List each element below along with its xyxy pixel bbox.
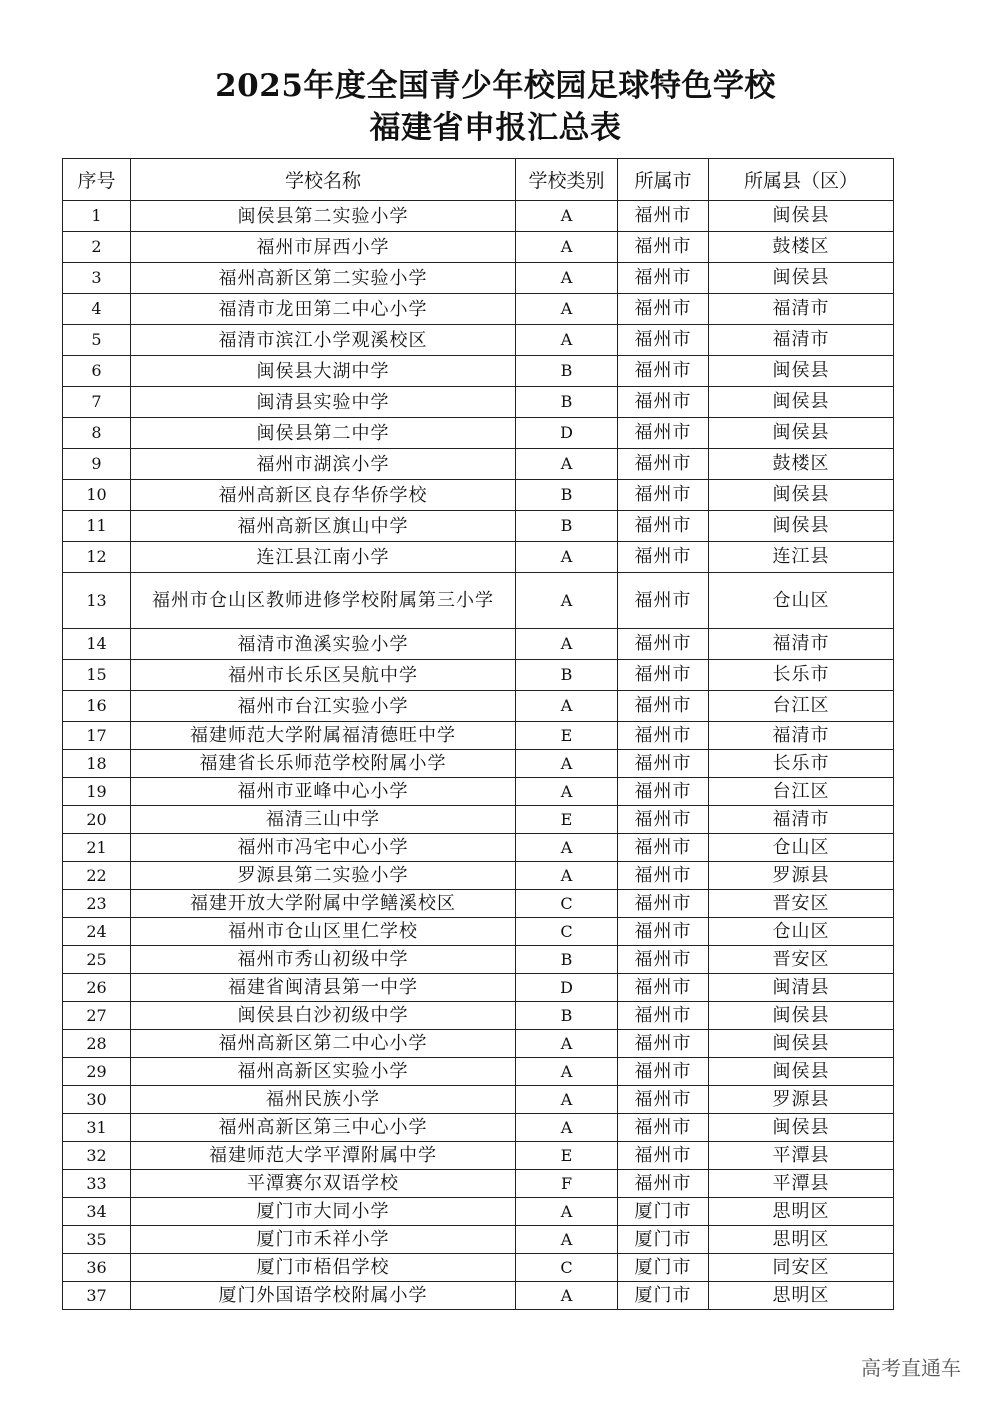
table-row [63, 480, 894, 511]
school-summary-table [62, 158, 894, 1310]
table-row [63, 1226, 894, 1254]
table-row [63, 1282, 894, 1310]
row-index: 16 [63, 691, 131, 722]
row-index: 29 [63, 1058, 131, 1086]
row-county: 闽侯县 [709, 1002, 894, 1030]
document-title-line2: 福建省申报汇总表 [369, 110, 622, 146]
row-school-name: 罗源县第二实验小学 [131, 862, 516, 890]
row-city: 福州市 [618, 1086, 709, 1114]
row-index: 33 [63, 1170, 131, 1198]
row-county: 福清市 [709, 629, 894, 660]
row-school-category: A [516, 1086, 618, 1114]
row-county: 福清市 [709, 806, 894, 834]
table-row [63, 862, 894, 890]
row-city: 福州市 [618, 1002, 709, 1030]
row-school-category: A [516, 542, 618, 573]
row-city: 厦门市 [618, 1226, 709, 1254]
row-school-category: F [516, 1170, 618, 1198]
row-index: 15 [63, 660, 131, 691]
header-school-name: 学校名称 [131, 159, 516, 201]
row-county: 思明区 [709, 1198, 894, 1226]
row-city: 福州市 [618, 806, 709, 834]
table-row [63, 660, 894, 691]
row-school-name: 福清三山中学 [131, 806, 516, 834]
row-school-name: 福州高新区旗山中学 [131, 511, 516, 542]
row-school-name: 福州市长乐区吴航中学 [131, 660, 516, 691]
row-school-name: 福建师范大学附属福清德旺中学 [131, 722, 516, 750]
row-index: 27 [63, 1002, 131, 1030]
row-school-name: 厦门市大同小学 [131, 1198, 516, 1226]
row-city: 福州市 [618, 722, 709, 750]
row-county: 闽清县 [709, 974, 894, 1002]
table-row [63, 834, 894, 862]
row-school-name: 福州高新区实验小学 [131, 1058, 516, 1086]
row-index: 11 [63, 511, 131, 542]
header-county: 所属县（区） [709, 159, 894, 201]
table-row [63, 449, 894, 480]
row-school-category: A [516, 1226, 618, 1254]
row-index: 32 [63, 1142, 131, 1170]
row-index: 36 [63, 1254, 131, 1282]
table-row [63, 1058, 894, 1086]
row-school-name: 平潭赛尔双语学校 [131, 1170, 516, 1198]
row-index: 12 [63, 542, 131, 573]
row-index: 28 [63, 1030, 131, 1058]
row-school-category: A [516, 1282, 618, 1310]
row-county: 闽侯县 [709, 201, 894, 232]
row-city: 福州市 [618, 1030, 709, 1058]
row-school-category: B [516, 946, 618, 974]
row-city: 福州市 [618, 542, 709, 573]
row-county: 仓山区 [709, 573, 894, 629]
table-header-row [63, 159, 894, 201]
row-city: 福州市 [618, 918, 709, 946]
row-city: 福州市 [618, 449, 709, 480]
row-index: 14 [63, 629, 131, 660]
row-school-category: A [516, 629, 618, 660]
table-row [63, 418, 894, 449]
row-city: 福州市 [618, 834, 709, 862]
row-county: 闽侯县 [709, 511, 894, 542]
row-city: 福州市 [618, 1142, 709, 1170]
row-index: 31 [63, 1114, 131, 1142]
row-county: 罗源县 [709, 862, 894, 890]
row-school-name: 福州市秀山初级中学 [131, 946, 516, 974]
row-index: 9 [63, 449, 131, 480]
row-school-name: 福州高新区第二实验小学 [131, 263, 516, 294]
row-school-category: A [516, 294, 618, 325]
row-school-category: C [516, 918, 618, 946]
table-body [63, 201, 894, 1310]
table-row [63, 542, 894, 573]
row-county: 长乐市 [709, 750, 894, 778]
row-school-name: 福州市屏西小学 [131, 232, 516, 263]
row-city: 福州市 [618, 201, 709, 232]
watermark-text: 高考直通车 [861, 1356, 961, 1380]
row-county: 福清市 [709, 722, 894, 750]
row-index: 26 [63, 974, 131, 1002]
row-school-name: 福州高新区第三中心小学 [131, 1114, 516, 1142]
row-school-category: E [516, 1142, 618, 1170]
row-school-name: 福州高新区良存华侨学校 [131, 480, 516, 511]
table-row [63, 356, 894, 387]
table-row [63, 1086, 894, 1114]
row-school-category: A [516, 325, 618, 356]
row-index: 6 [63, 356, 131, 387]
row-school-name: 福州市仓山区里仁学校 [131, 918, 516, 946]
table-row [63, 232, 894, 263]
row-school-name: 福建省闽清县第一中学 [131, 974, 516, 1002]
row-city: 福州市 [618, 418, 709, 449]
row-county: 仓山区 [709, 834, 894, 862]
row-school-category: A [516, 1030, 618, 1058]
row-county: 罗源县 [709, 1086, 894, 1114]
row-county: 平潭县 [709, 1142, 894, 1170]
row-index: 3 [63, 263, 131, 294]
row-county: 台江区 [709, 778, 894, 806]
row-city: 福州市 [618, 232, 709, 263]
header-school-category: 学校类别 [516, 159, 618, 201]
row-school-name: 福州民族小学 [131, 1086, 516, 1114]
row-school-category: A [516, 750, 618, 778]
header-index: 序号 [63, 159, 131, 201]
row-city: 福州市 [618, 263, 709, 294]
row-city: 福州市 [618, 660, 709, 691]
row-school-category: A [516, 834, 618, 862]
header-city: 所属市 [618, 159, 709, 201]
row-school-name: 福建师范大学平潭附属中学 [131, 1142, 516, 1170]
row-school-name: 连江县江南小学 [131, 542, 516, 573]
row-county: 晋安区 [709, 946, 894, 974]
row-school-category: C [516, 890, 618, 918]
row-city: 福州市 [618, 629, 709, 660]
row-school-category: D [516, 974, 618, 1002]
table-row [63, 1142, 894, 1170]
row-school-name: 厦门外国语学校附属小学 [131, 1282, 516, 1310]
table-row [63, 918, 894, 946]
row-city: 福州市 [618, 1114, 709, 1142]
row-county: 福清市 [709, 325, 894, 356]
row-school-category: B [516, 1002, 618, 1030]
row-school-name: 福州市湖滨小学 [131, 449, 516, 480]
row-county: 福清市 [709, 294, 894, 325]
row-index: 21 [63, 834, 131, 862]
row-school-category: E [516, 722, 618, 750]
row-county: 思明区 [709, 1282, 894, 1310]
row-index: 5 [63, 325, 131, 356]
row-city: 福州市 [618, 890, 709, 918]
row-school-name: 福清市龙田第二中心小学 [131, 294, 516, 325]
row-county: 鼓楼区 [709, 449, 894, 480]
row-index: 20 [63, 806, 131, 834]
row-school-name: 闽侯县大湖中学 [131, 356, 516, 387]
row-index: 23 [63, 890, 131, 918]
row-city: 厦门市 [618, 1198, 709, 1226]
row-city: 福州市 [618, 946, 709, 974]
row-county: 长乐市 [709, 660, 894, 691]
row-school-name: 福州市亚峰中心小学 [131, 778, 516, 806]
row-school-category: B [516, 660, 618, 691]
row-school-name: 福建省长乐师范学校附属小学 [131, 750, 516, 778]
row-school-category: A [516, 1114, 618, 1142]
row-county: 平潭县 [709, 1170, 894, 1198]
table-row [63, 387, 894, 418]
row-school-name: 福州市仓山区教师进修学校附属第三小学 [131, 573, 516, 629]
row-index: 37 [63, 1282, 131, 1310]
table-row [63, 1114, 894, 1142]
row-school-category: B [516, 480, 618, 511]
table-row [63, 201, 894, 232]
row-county: 鼓楼区 [709, 232, 894, 263]
row-city: 福州市 [618, 778, 709, 806]
row-county: 晋安区 [709, 890, 894, 918]
row-school-name: 闽侯县第二实验小学 [131, 201, 516, 232]
row-school-name: 厦门市梧侣学校 [131, 1254, 516, 1282]
table-row [63, 806, 894, 834]
row-school-name: 福清市滨江小学观溪校区 [131, 325, 516, 356]
row-index: 24 [63, 918, 131, 946]
table-row [63, 325, 894, 356]
row-school-category: A [516, 573, 618, 629]
table-row [63, 1170, 894, 1198]
table-row [63, 974, 894, 1002]
row-city: 福州市 [618, 480, 709, 511]
row-index: 25 [63, 946, 131, 974]
row-county: 同安区 [709, 1254, 894, 1282]
row-city: 福州市 [618, 573, 709, 629]
row-school-category: A [516, 232, 618, 263]
row-school-category: A [516, 201, 618, 232]
row-county: 闽侯县 [709, 1114, 894, 1142]
row-city: 厦门市 [618, 1282, 709, 1310]
row-index: 13 [63, 573, 131, 629]
row-school-name: 厦门市禾祥小学 [131, 1226, 516, 1254]
row-index: 8 [63, 418, 131, 449]
row-city: 福州市 [618, 511, 709, 542]
row-index: 7 [63, 387, 131, 418]
row-county: 闽侯县 [709, 1030, 894, 1058]
table-row [63, 629, 894, 660]
row-school-category: B [516, 511, 618, 542]
table-row [63, 722, 894, 750]
table-row [63, 1198, 894, 1226]
row-city: 福州市 [618, 691, 709, 722]
row-school-name: 福州高新区第二中心小学 [131, 1030, 516, 1058]
row-index: 19 [63, 778, 131, 806]
row-county: 闽侯县 [709, 480, 894, 511]
table-row [63, 1002, 894, 1030]
row-school-category: C [516, 1254, 618, 1282]
row-school-category: A [516, 862, 618, 890]
row-county: 仓山区 [709, 918, 894, 946]
table-row [63, 890, 894, 918]
row-county: 闽侯县 [709, 387, 894, 418]
row-county: 闽侯县 [709, 418, 894, 449]
row-school-name: 闽侯县第二中学 [131, 418, 516, 449]
row-city: 厦门市 [618, 1254, 709, 1282]
table-row [63, 294, 894, 325]
row-school-name: 福建开放大学附属中学鳝溪校区 [131, 890, 516, 918]
row-index: 34 [63, 1198, 131, 1226]
row-index: 10 [63, 480, 131, 511]
row-school-name: 福州市冯宅中心小学 [131, 834, 516, 862]
row-city: 福州市 [618, 356, 709, 387]
table-row [63, 263, 894, 294]
row-school-name: 闽侯县白沙初级中学 [131, 1002, 516, 1030]
row-index: 1 [63, 201, 131, 232]
row-county: 闽侯县 [709, 356, 894, 387]
row-city: 福州市 [618, 862, 709, 890]
row-index: 18 [63, 750, 131, 778]
row-index: 2 [63, 232, 131, 263]
row-school-category: A [516, 778, 618, 806]
table-row [63, 1030, 894, 1058]
row-school-name: 闽清县实验中学 [131, 387, 516, 418]
row-index: 30 [63, 1086, 131, 1114]
row-city: 福州市 [618, 1058, 709, 1086]
row-county: 闽侯县 [709, 1058, 894, 1086]
table-row [63, 946, 894, 974]
table-row [63, 691, 894, 722]
row-index: 4 [63, 294, 131, 325]
table-row [63, 1254, 894, 1282]
row-city: 福州市 [618, 294, 709, 325]
row-county: 闽侯县 [709, 263, 894, 294]
row-city: 福州市 [618, 1170, 709, 1198]
row-school-category: A [516, 263, 618, 294]
table-row [63, 511, 894, 542]
row-school-category: A [516, 1198, 618, 1226]
row-school-name: 福州市台江实验小学 [131, 691, 516, 722]
row-school-category: A [516, 691, 618, 722]
row-city: 福州市 [618, 750, 709, 778]
row-city: 福州市 [618, 325, 709, 356]
table-row [63, 573, 894, 629]
row-county: 台江区 [709, 691, 894, 722]
row-school-category: A [516, 1058, 618, 1086]
document-title-line1: 2025年度全国青少年校园足球特色学校 [215, 68, 776, 104]
row-index: 22 [63, 862, 131, 890]
row-school-category: B [516, 356, 618, 387]
row-school-category: D [516, 418, 618, 449]
row-county: 连江县 [709, 542, 894, 573]
row-school-category: B [516, 387, 618, 418]
row-index: 17 [63, 722, 131, 750]
row-school-name: 福清市渔溪实验小学 [131, 629, 516, 660]
row-index: 35 [63, 1226, 131, 1254]
row-school-category: A [516, 449, 618, 480]
row-county: 思明区 [709, 1226, 894, 1254]
table-row [63, 750, 894, 778]
table-row [63, 778, 894, 806]
row-city: 福州市 [618, 387, 709, 418]
row-city: 福州市 [618, 974, 709, 1002]
row-school-category: E [516, 806, 618, 834]
